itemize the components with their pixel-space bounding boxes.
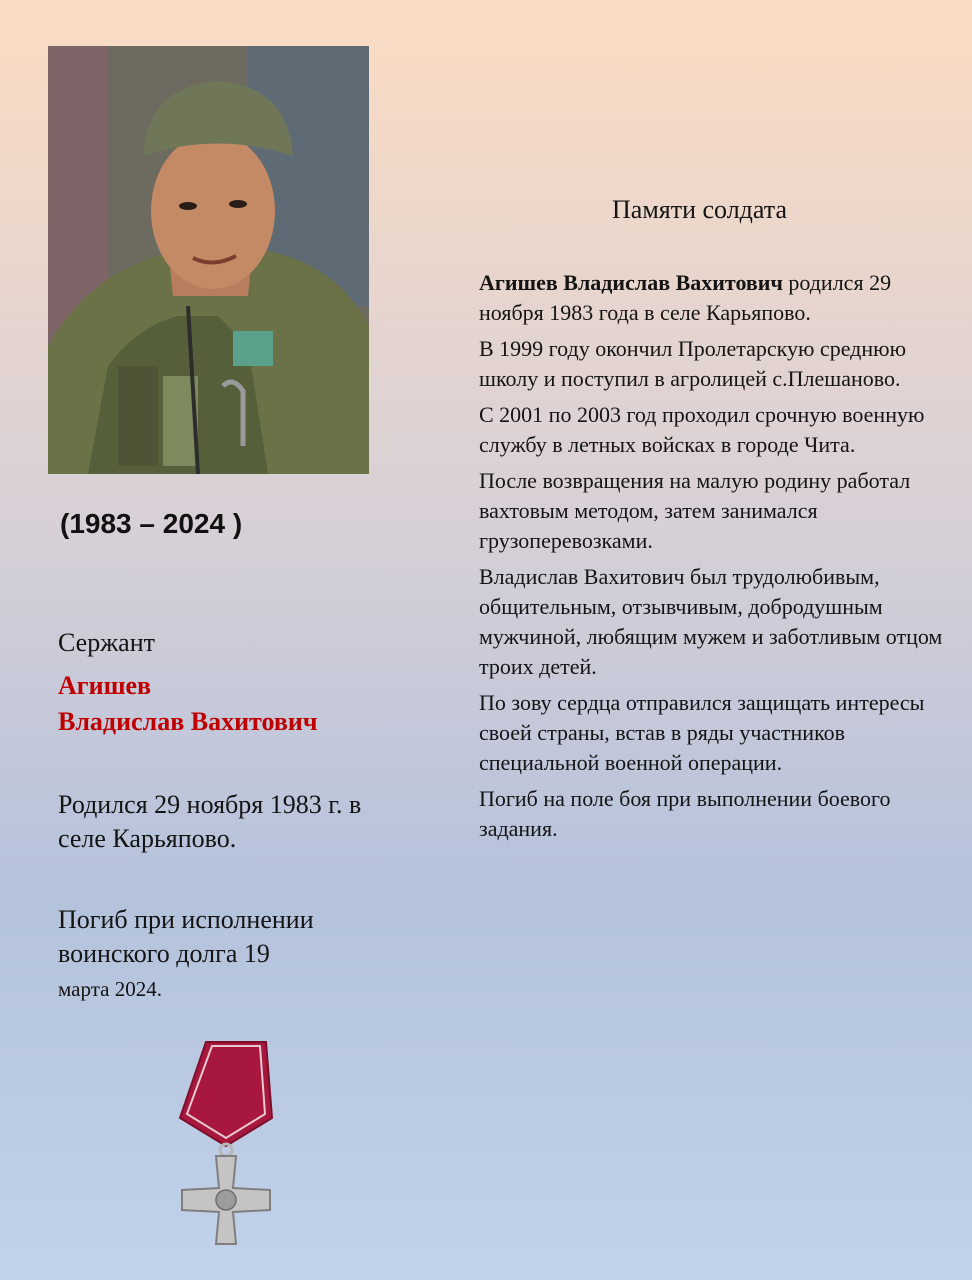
bio-birth: родился 29 ноября 1983 года в селе Карьяпово.: [479, 270, 892, 325]
memory-title: Памяти солдата: [612, 195, 787, 224]
bio-name-bold: Агишев Владислав Вахитович: [479, 270, 783, 295]
bio-paragraph-6: По зову сердца отправился защищать интересы своей страны, встав в ряды участников специальной военной операции.: [479, 690, 925, 775]
soldier-name: [58, 668, 318, 740]
portrait-illustration: [48, 46, 369, 474]
bio-paragraph-7: Погиб на поле боя при выполнении боевого задания.: [479, 786, 891, 841]
soldier-portrait-photo: [48, 46, 369, 474]
soldier-surname: Агишев: [58, 671, 152, 700]
bio-paragraph-3: С 2001 по 2003 год проходил срочную военную службу в летных войсках в городе Чита.: [479, 402, 925, 457]
death-info-main: Погиб при исполнении воинского долга 19: [58, 905, 314, 968]
bio-paragraph-2: В 1999 году окончил Пролетарскую среднюю школу и поступил в агролицей с.Плешаново.: [479, 336, 907, 391]
death-info-date: марта 2024.: [58, 977, 162, 1001]
biography-text: [479, 268, 954, 850]
birth-info: Родился 29 ноября 1983 г. в селе Карьяпово.: [58, 790, 362, 853]
death-info: [58, 903, 378, 1006]
life-years: (1983 – 2024 ): [60, 508, 243, 539]
order-of-courage-medal-icon: [176, 1038, 276, 1248]
bio-paragraph-1: [479, 268, 954, 328]
bio-paragraph-5: Владислав Вахитович был трудолюбивым, общительным, отзывчивым, добродушным мужчиной, любящим мужем и заботливым отцом троих детей.: [479, 564, 943, 679]
soldier-given-names: Владислав Вахитович: [58, 707, 318, 736]
military-rank: Сержант: [58, 628, 155, 657]
bio-paragraph-4: После возвращения на малую родину работал вахтовым методом, затем занимался грузоперевозками.: [479, 468, 911, 553]
